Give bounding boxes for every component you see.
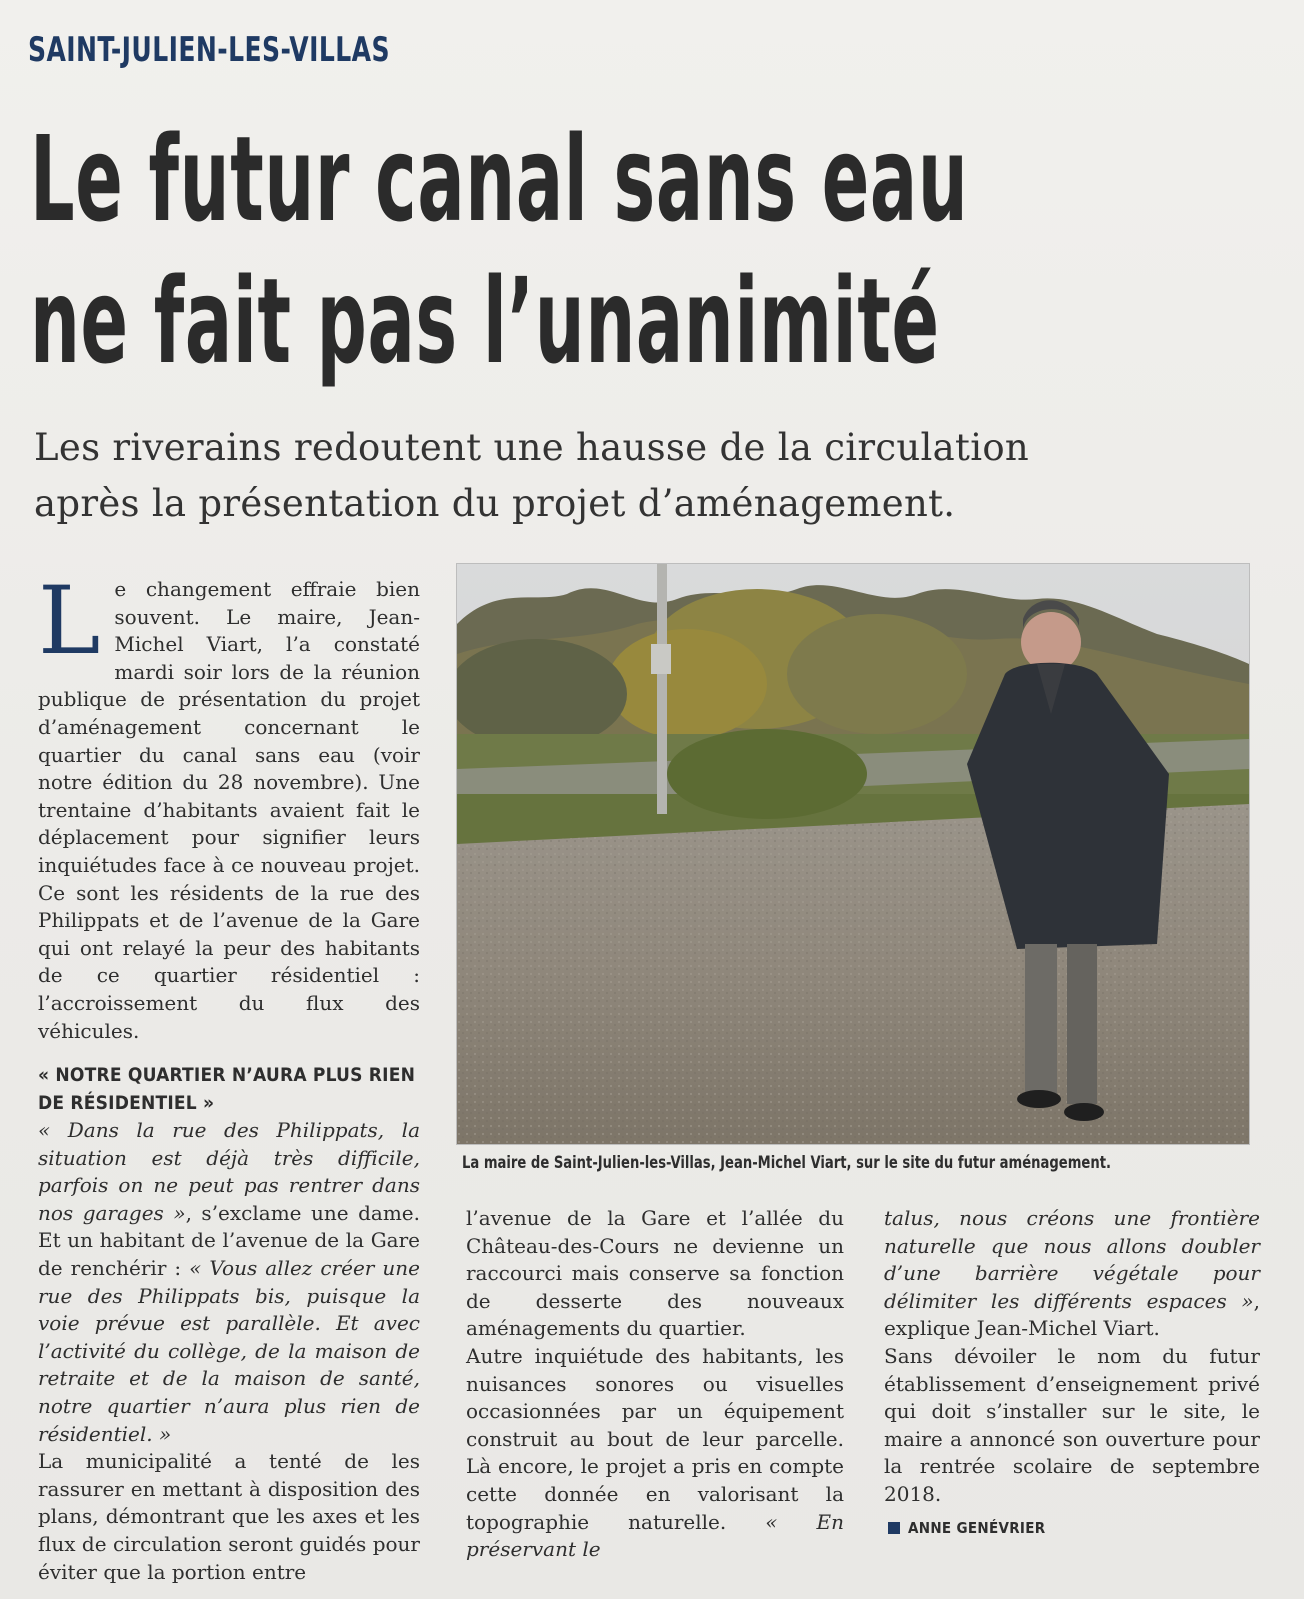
byline-square-icon [888,1522,900,1534]
article-photo [456,563,1250,1145]
paragraph-talus: talus, nous créons une frontière naturelle que nous allons doubler d’une barrière végétale pour délimiter les différents espaces », explique Jean-Michel Viart. [884,1206,1260,1341]
headline-line-1: Le futur canal sans eau [30,110,969,248]
paragraph-nuisances: Autre inquiétude des habitants, les nuisances sonores ou visuelles occasionnées par un équipement construit au bout de leur parcelle. Là encore, le projet a pris en compte cette donnée en valorisant la topographie naturelle. « En préservant le [466,1343,844,1562]
intertitle: « NOTRE QUARTIER N’AURA PLUS RIEN DE RÉSIDENTIEL » [38,1064,416,1115]
quote-paragraph: « Dans la rue des Philippats, la situation est déjà très difficile, parfois on ne peut pas rentrer dans nos garages », s’exclame une dame. Et un habitant de l’avenue de la Gare de renchérir : « Vous allez créer une rue des Philippats bis, puisque la voie prévue est parallèle. Et avec l’activité du collège, de la maison de retraite et de la maison de santé, notre quartier n’aura plus rien de résidentiel. » [38,1118,420,1446]
drop-cap: L [38,567,101,676]
headline-line-2: ne fait pas l’unanimité [30,252,940,390]
subheadline-line-2: après la présentation du projet d’aménagement. [34,482,956,525]
subheadline [34,420,1274,532]
author-byline: ANNE GENÉVRIER [884,1515,1260,1543]
photo-mayor-on-site [457,564,1249,1144]
section-kicker: SAINT-JULIEN-LES-VILLAS [28,30,390,70]
headline [30,108,969,392]
subheadline-line-1: Les riverains redoutent une hausse de la circulation [34,426,1030,469]
paragraph-shortcut: l’avenue de la Gare et l’allée du Château-des-Cours ne devienne un raccourci mais conserve sa fonction de desserte des nouveaux aménagements du quartier. [466,1206,844,1341]
photo-caption: La maire de Saint-Julien-les-Villas, Jean-Michel Viart, sur le site du futur aménagement. [462,1153,1112,1173]
lead-paragraph: Le changement effraie bien souvent. Le maire, Jean-Michel Viart, l’a constaté mardi soir lors de la réunion publique de présentation du projet d’aménagement concernant le quartier du canal sans eau (voir notre édition du 28 novembre). Une trentaine d’habitants avaient fait le déplacement pour signifier leurs inquiétudes face à ce nouveau projet. Ce sont les résidents de la rue des Philippats et de l’avenue de la Gare qui ont relayé la peur des habitants de ce quartier résidentiel : l’accroissement du flux des véhicules. [38,567,420,1043]
article-column-3 [884,1205,1260,1542]
paragraph-reassure: La municipalité a tenté de les rassurer en mettant à disposition des plans, démontrant que les axes et les flux de circulation seront guidés pour éviter que la portion entre [38,1449,420,1584]
article-column-1 [38,567,420,1586]
article-column-2 [466,1205,844,1564]
paragraph-opening: Sans dévoiler le nom du futur établissement d’enseignement privé qui doit s’installer sur le site, le maire a annoncé son ouverture pour la rentrée scolaire de septembre 2018. [884,1343,1260,1506]
